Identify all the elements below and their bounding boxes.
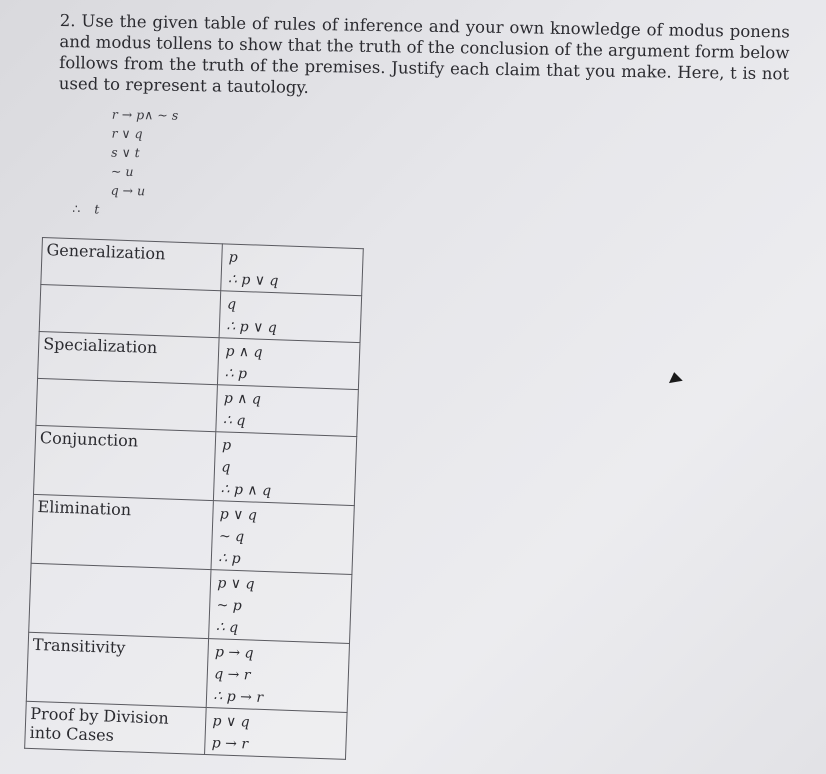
rule-name [29,563,212,638]
rule-name: Generalization [41,238,223,291]
premise-5: q → u [110,182,146,199]
rule-name: Conjunction [34,425,217,500]
rule-name [39,284,221,337]
rule-form-line: ~ p [216,597,243,615]
rule-form-line: p → r [211,735,249,753]
rule-row [29,563,352,643]
premise-1: r → p∧ ~ s [111,106,179,123]
rule-form-line: p [228,249,238,266]
mouse-pointer-icon [667,371,683,383]
rule-form [219,291,361,343]
rule-form [209,570,352,644]
rule-form [214,432,357,506]
conclusion [66,199,177,220]
rule-form-line: p ∧ q [223,390,262,408]
rule-form [218,338,360,390]
rule-row [25,701,347,759]
rule-form-line: p ∨ q [219,506,258,524]
argument-form [66,104,178,220]
premise-4: ~ u [110,163,134,180]
rule-form [205,708,347,760]
conclusion-value: t [94,201,100,217]
rule-row [26,632,349,712]
rule-form-line: ∴ p → r [213,688,264,706]
rule-form-line: ∴ q [215,619,239,637]
rule-form-line: p ∧ q [225,343,263,361]
premise-2: r ∨ q [111,125,143,142]
rule-row [34,425,357,505]
rule-form-line: ∴ p ∨ q [227,271,279,290]
rule-form-line: q [221,459,231,476]
rule-form-line: ~ q [218,528,245,546]
premise-3: s ∨ t [111,144,140,161]
rule-name: Elimination [31,494,214,569]
problem-statement [59,10,790,105]
rule-form-line: ∴ p ∧ q [220,481,272,500]
rule-form-line: q [226,296,237,313]
therefore-symbol: ∴ [72,201,81,217]
rule-form-line: p ∨ q [217,575,255,593]
rule-form [207,639,350,713]
rule-form-line: p ∨ q [212,713,250,731]
rules-of-inference-table [24,237,364,760]
rule-form-line: p → q [214,644,254,662]
problem-text: 2. Use the given table of rules of inference and your own knowledge of modus ponens and modus tollens to show that the truth of the conclusion of the argument form below follows from the truth of the premises. Justify each claim that you make. Here, t is not used to represent a tautology. [58,10,790,97]
rule-name [36,378,218,431]
rule-form [216,385,358,437]
rule-form-line: ∴ p [224,365,248,383]
rule-form-line: p [221,437,232,454]
rule-name: Specialization [38,331,220,384]
rule-row [31,494,354,574]
rule-form-line: q → r [213,666,251,684]
rule-form-line: ∴ p ∨ q [226,318,278,337]
rule-form-line: ∴ q [222,412,246,430]
rule-name: Transitivity [26,632,209,707]
rule-form [211,501,354,575]
rule-name: Proof by Division into Cases [25,701,207,754]
rule-form-line: ∴ p [217,550,241,568]
rule-form [221,244,363,296]
